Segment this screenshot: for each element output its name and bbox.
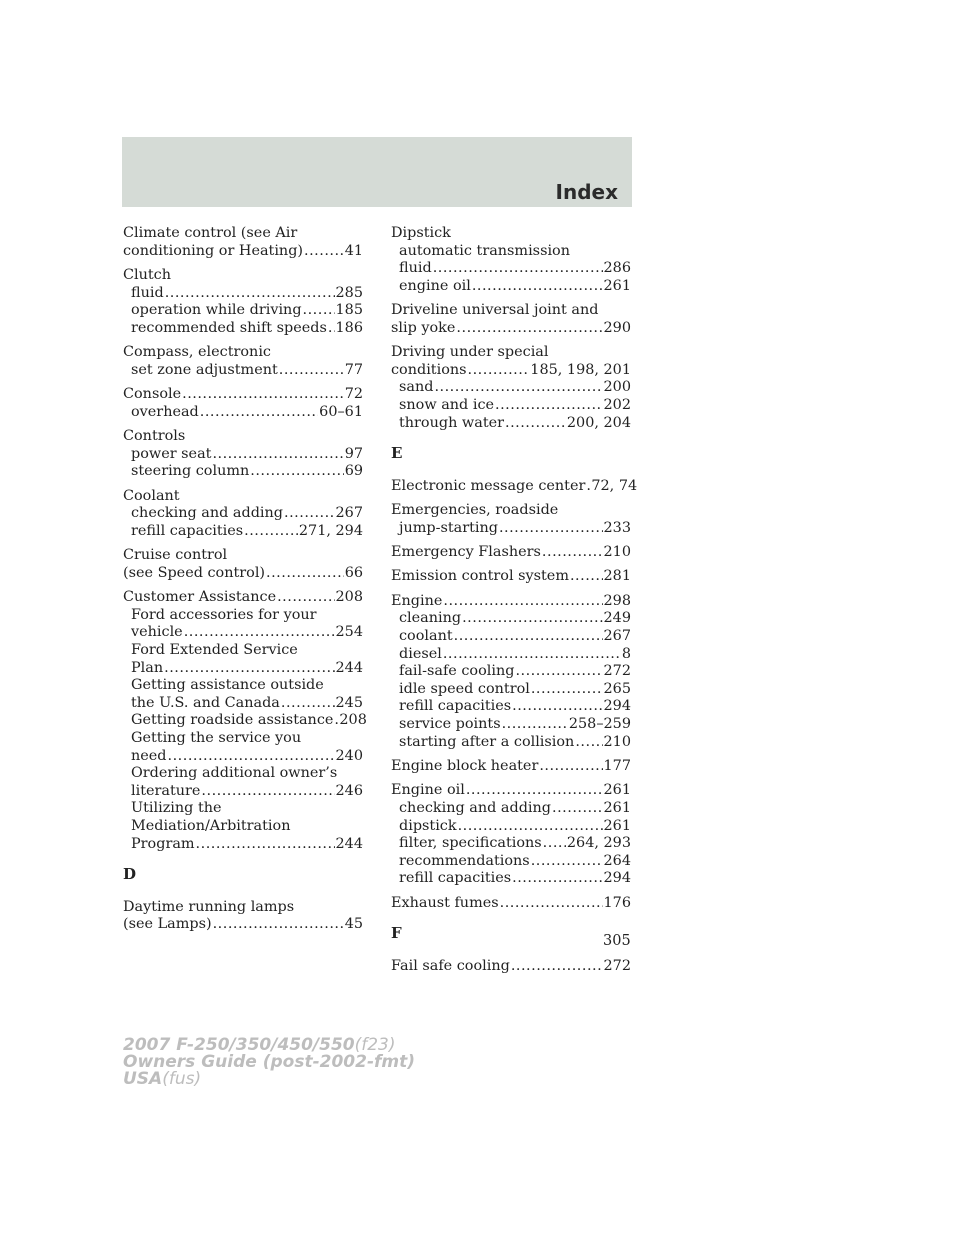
entry-text: Daytime running lamps — [123, 898, 295, 915]
subentry-text: operation while driving — [131, 302, 302, 319]
page-ref: 233 — [603, 519, 631, 536]
subentry-text: the U.S. and Canada — [131, 694, 280, 711]
page-ref: 249 — [603, 610, 631, 627]
index-entry — [391, 593, 631, 751]
index-entry — [123, 344, 363, 379]
document-footer — [123, 1037, 415, 1088]
page-ref: 272 — [603, 957, 631, 974]
entry-heading: Electronic message center — [391, 477, 586, 494]
page-ref: 285 — [335, 284, 363, 301]
footer-model: 2007 F-250/350/450/550 — [123, 1035, 355, 1055]
index-entry — [123, 488, 363, 541]
page-ref: 208 — [335, 589, 363, 606]
index-entry — [391, 758, 631, 776]
entry-heading: Controls — [123, 428, 186, 445]
index-entry — [391, 544, 631, 562]
page-ref: 176 — [603, 894, 631, 911]
index-column-left — [123, 225, 367, 941]
entry-heading: Engine block heater — [391, 758, 539, 775]
leader-dots — [443, 646, 621, 664]
subentry-text: recommended shift speeds — [131, 319, 327, 336]
subentry-text: power seat — [131, 445, 212, 462]
page-ref: 261 — [603, 277, 631, 294]
index-entry — [391, 344, 631, 432]
entry-text: (see Lamps) — [123, 916, 212, 933]
page-ref: 72 — [344, 386, 363, 403]
leader-dots — [462, 610, 602, 628]
leader-dots — [304, 243, 344, 261]
subentry-text: automatic transmission — [399, 242, 570, 259]
footer-market: USA — [123, 1069, 163, 1089]
entry-heading: Clutch — [123, 266, 171, 283]
page-ref: 246 — [335, 782, 363, 799]
page-ref: 254 — [335, 624, 363, 641]
index-entry — [391, 225, 631, 295]
leader-dots — [543, 835, 566, 853]
page-ref: 210 — [603, 544, 631, 561]
subentry-text: checking and adding — [399, 800, 552, 816]
subentry-text: refill capacities — [399, 698, 512, 715]
section-letter: D — [123, 865, 137, 884]
leader-dots — [539, 758, 602, 776]
leader-dots — [184, 624, 335, 642]
entry-heading: Dipstick — [391, 225, 451, 241]
section-letter: E — [391, 444, 403, 463]
entry-heading: Coolant — [123, 487, 180, 504]
entry-text: Climate control (see Air — [123, 225, 298, 241]
leader-dots — [499, 520, 603, 538]
leader-dots — [434, 379, 602, 397]
section-header-band — [122, 137, 632, 207]
subentry-text: Getting assistance outside — [131, 677, 324, 694]
subentry-text: Utilizing the — [131, 800, 222, 817]
section-title: Index — [555, 180, 618, 204]
entry-text: conditions — [391, 361, 467, 378]
leader-dots — [552, 800, 603, 818]
leader-dots — [502, 716, 568, 734]
index-entry — [123, 899, 363, 934]
page-ref: 271, 294 — [298, 522, 363, 539]
leader-dots — [542, 544, 603, 562]
leader-dots — [182, 386, 344, 404]
page-ref: 200, 204 — [566, 414, 631, 431]
index-entry — [391, 477, 638, 496]
subentry-text: recommendations — [399, 852, 530, 869]
page-ref: 264, 293 — [566, 835, 631, 852]
subentry-text: service points — [399, 716, 501, 733]
page-ref: 267 — [335, 505, 363, 522]
index-entry — [391, 782, 631, 888]
leader-dots — [250, 463, 343, 481]
page-ref: 60–61 — [319, 403, 363, 420]
subentry-text: Mediation/Arbitration — [131, 817, 291, 834]
leader-dots — [500, 895, 603, 913]
leader-dots — [505, 415, 566, 433]
footer-code: (f23) — [354, 1035, 396, 1055]
footer-guide: Owners Guide (post-2002-fmt) — [123, 1052, 416, 1072]
index-entry — [123, 267, 363, 337]
page-ref: 272 — [603, 663, 631, 680]
entry-text: slip yoke — [391, 319, 456, 336]
page-ref: 185 — [335, 302, 363, 319]
subentry-text: checking and adding — [131, 505, 284, 522]
leader-dots — [213, 916, 344, 934]
footer-market-code: (fus) — [162, 1069, 202, 1089]
page-ref: 267 — [603, 628, 631, 645]
subentry-text: sand — [399, 379, 434, 396]
subentry-text: Ford Extended Service — [131, 642, 298, 659]
leader-dots — [512, 698, 602, 716]
leader-dots — [164, 660, 334, 678]
leader-dots — [284, 505, 335, 523]
leader-dots — [495, 397, 603, 415]
leader-dots — [328, 320, 335, 338]
subentry-text: fluid — [399, 260, 432, 277]
leader-dots — [196, 836, 335, 854]
leader-dots — [165, 285, 335, 303]
leader-dots — [168, 748, 335, 766]
page-ref: 97 — [344, 445, 363, 462]
page-ref: 261 — [603, 782, 631, 799]
page-ref: 286 — [603, 260, 631, 277]
page-ref: 244 — [335, 659, 363, 676]
entry-text: conditioning or Heating) — [123, 242, 304, 259]
page-ref: 298 — [603, 592, 631, 609]
page-ref: 294 — [603, 870, 631, 887]
leader-dots — [511, 958, 603, 976]
subentry-text: overhead — [131, 403, 199, 420]
page-ref: 41 — [344, 242, 363, 259]
entry-heading: Compass, electronic — [123, 344, 271, 361]
index-entry — [123, 386, 363, 421]
page-ref: 200 — [603, 379, 631, 396]
subentry-text: need — [131, 747, 167, 764]
subentry-text: through water — [399, 414, 504, 431]
page-ref: 45 — [344, 916, 363, 933]
page-ref: 202 — [603, 396, 631, 413]
page-ref: 258–259 — [568, 716, 631, 733]
leader-dots — [281, 695, 335, 713]
index-entry — [123, 547, 363, 582]
entry-heading: Console — [123, 386, 182, 403]
page-ref: 77 — [344, 361, 363, 378]
page-ref: 8 — [621, 645, 631, 662]
subentry-text: filter, specifications — [399, 835, 542, 852]
subentry-text: Getting the service you — [131, 730, 302, 747]
entry-heading: Engine oil — [391, 782, 465, 799]
entry-heading: Emergencies, roadside — [391, 502, 559, 519]
subentry-text: diesel — [399, 645, 442, 662]
index-entry — [123, 225, 363, 260]
subentry-text: snow and ice — [399, 396, 495, 413]
leader-dots — [531, 853, 603, 871]
subentry-text: refill capacities — [131, 522, 244, 539]
page-ref: 265 — [603, 680, 631, 697]
leader-dots — [512, 870, 602, 888]
index-entry — [391, 302, 631, 337]
page-ref: 185, 198, 201 — [530, 361, 631, 378]
subentry-text: engine oil — [399, 277, 471, 294]
entry-heading: Engine — [391, 592, 443, 609]
footer-line — [123, 1071, 415, 1088]
subentry-text: Ford accessories for your — [131, 606, 317, 623]
page-ref: 186 — [335, 319, 363, 336]
subentry-text: refill capacities — [399, 870, 512, 887]
leader-dots — [468, 362, 530, 380]
section-letter: F — [391, 924, 402, 943]
page-ref: 294 — [603, 698, 631, 715]
subentry-text: set zone adjustment — [131, 361, 278, 378]
page-number: 305 — [603, 933, 631, 949]
entry-heading: Customer Assistance — [123, 589, 277, 606]
leader-dots — [458, 818, 603, 836]
subentry-text: Ordering additional owner’s — [131, 765, 338, 782]
subentry-text: Program — [131, 835, 195, 852]
index-entry — [123, 589, 367, 853]
page-ref: 261 — [603, 800, 631, 816]
leader-dots — [515, 663, 602, 681]
page-ref: 69 — [344, 463, 363, 480]
page-ref: 290 — [603, 319, 631, 336]
entry-text: Driveline universal joint and — [391, 302, 599, 319]
page-ref: 66 — [344, 564, 363, 581]
entry-heading: Emission control system — [391, 568, 569, 585]
subentry-text: starting after a collision — [399, 733, 575, 750]
subentry-text: fail-safe cooling — [399, 663, 515, 680]
entry-heading: Emergency Flashers — [391, 544, 541, 561]
page-ref: 245 — [335, 694, 363, 711]
index-entry — [391, 958, 631, 976]
index-column-right — [391, 225, 638, 982]
page-ref: 261 — [603, 817, 631, 834]
entry-text: Driving under special — [391, 344, 549, 361]
subentry-text: literature — [131, 782, 201, 799]
subentry-text: vehicle — [131, 624, 183, 641]
leader-dots — [570, 568, 603, 586]
index-entry — [391, 502, 631, 537]
leader-dots — [334, 712, 338, 730]
subentry-text: coolant — [399, 628, 453, 645]
entry-heading: Fail safe cooling — [391, 957, 510, 974]
page-ref: 244 — [335, 835, 363, 852]
leader-dots — [200, 404, 318, 422]
index-entry — [391, 895, 631, 913]
leader-dots — [201, 783, 334, 801]
leader-dots — [466, 782, 603, 800]
subentry-text: cleaning — [399, 610, 462, 627]
index-entry — [391, 568, 631, 586]
leader-dots — [472, 278, 603, 296]
leader-dots — [244, 523, 298, 541]
subentry-text: dipstick — [399, 817, 457, 834]
leader-dots — [277, 589, 334, 607]
leader-dots — [443, 593, 602, 611]
subentry-text: Plan — [131, 659, 164, 676]
entry-heading: Exhaust fumes — [391, 894, 499, 911]
page-ref: 240 — [335, 747, 363, 764]
leader-dots — [303, 302, 335, 320]
entry-text: (see Speed control) — [123, 564, 266, 581]
leader-dots — [456, 320, 602, 338]
index-entry — [123, 428, 363, 481]
leader-dots — [586, 478, 590, 496]
leader-dots — [433, 260, 603, 278]
leader-dots — [454, 628, 603, 646]
page-ref: 264 — [603, 852, 631, 869]
leader-dots — [575, 734, 602, 752]
subentry-text: idle speed control — [399, 680, 530, 697]
subentry-text: Getting roadside assistance — [131, 712, 334, 729]
leader-dots — [266, 565, 344, 583]
page-ref: 72, 74 — [591, 477, 638, 494]
subentry-text: steering column — [131, 463, 250, 480]
leader-dots — [212, 446, 343, 464]
leader-dots — [279, 362, 344, 380]
entry-text: Cruise control — [123, 547, 228, 564]
subentry-text: fluid — [131, 284, 164, 301]
page-ref: 281 — [603, 568, 631, 585]
subentry-text: jump-starting — [399, 519, 498, 536]
page-ref: 208 — [339, 712, 367, 729]
leader-dots — [531, 681, 603, 699]
page-ref: 210 — [603, 733, 631, 750]
page-ref: 177 — [603, 758, 631, 775]
